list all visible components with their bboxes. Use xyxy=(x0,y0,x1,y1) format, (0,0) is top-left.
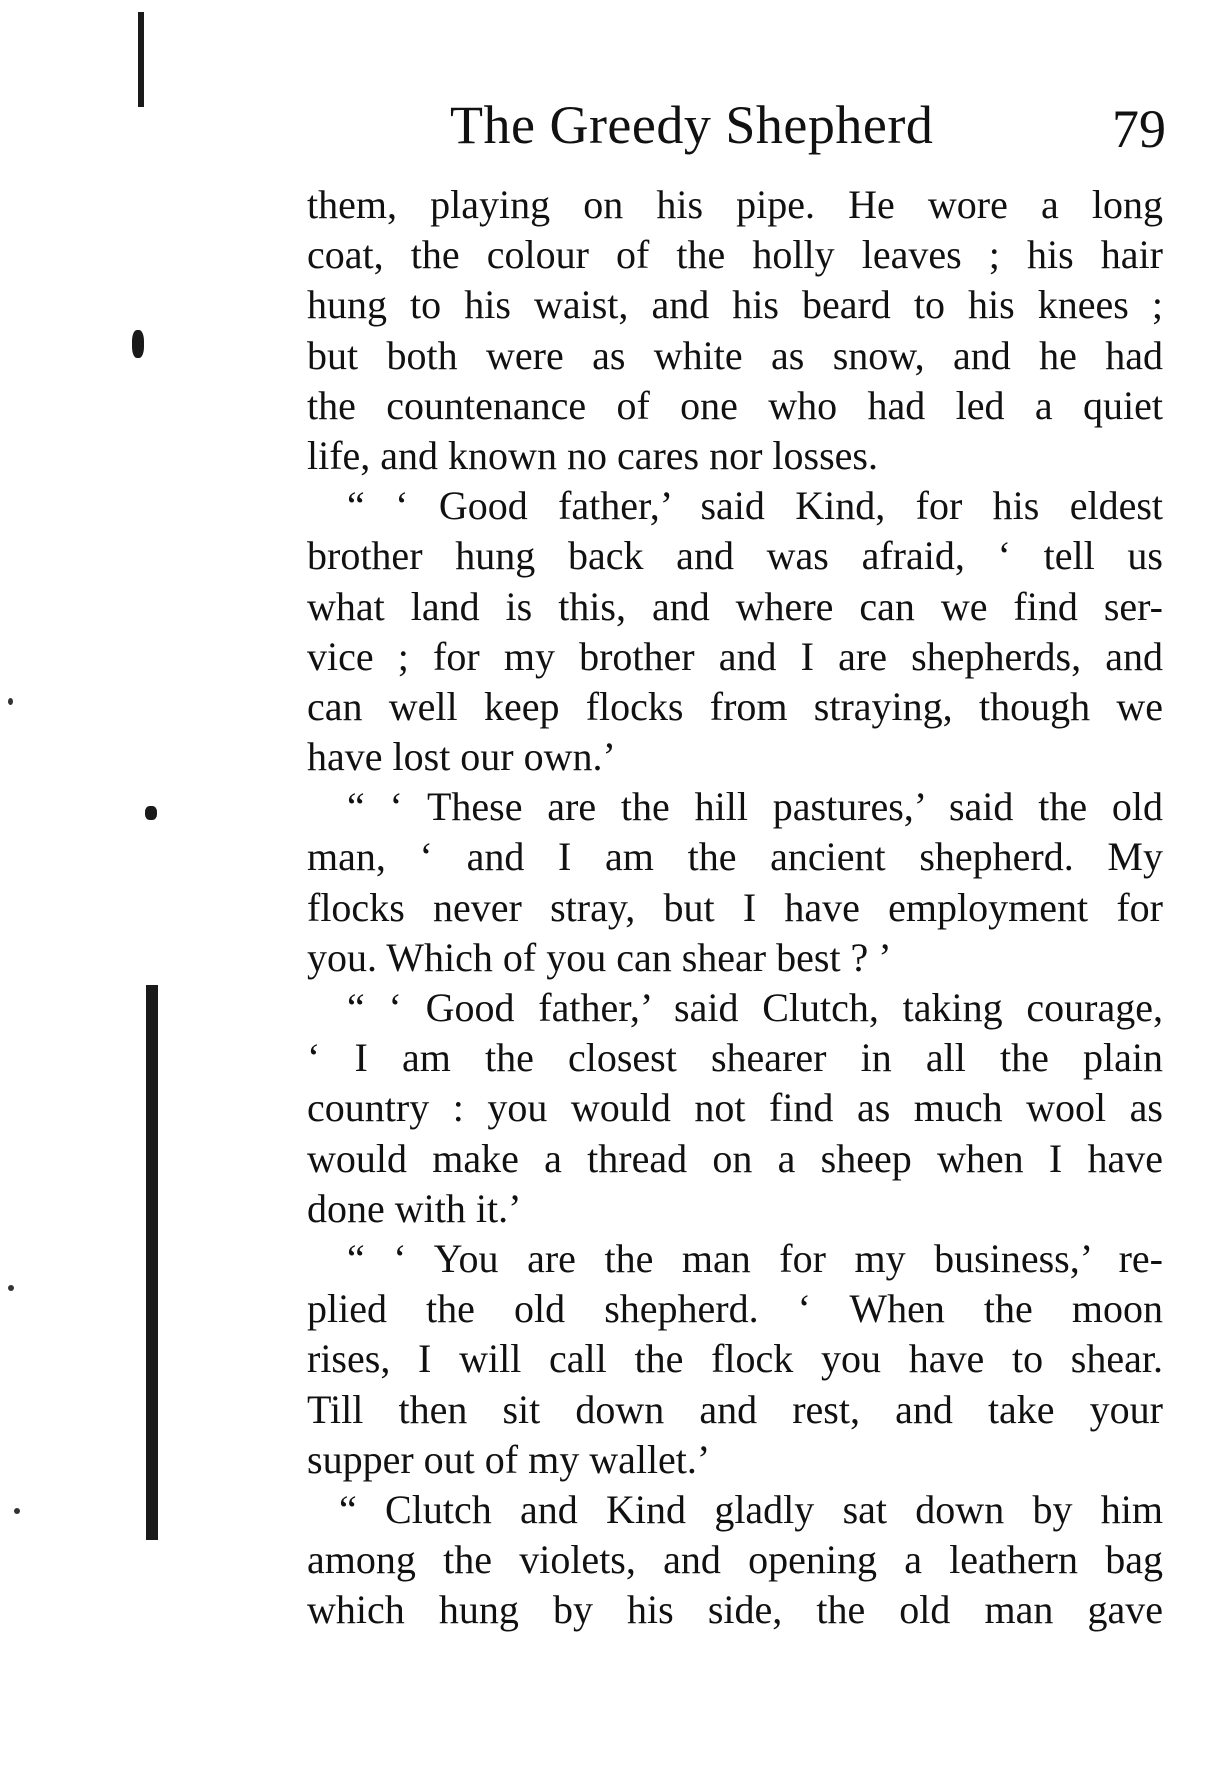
text-line: flocks never stray, but I have employment for xyxy=(307,884,1163,930)
text-line: “ Clutch and Kind gladly sat down by him xyxy=(339,1486,1163,1532)
running-title: The Greedy Shepherd xyxy=(450,95,934,155)
text-line: would make a thread on a sheep when I have xyxy=(307,1135,1163,1181)
text-line: vice ; for my brother and I are shepherds, and xyxy=(307,633,1163,679)
text-line: man, ‘ and I am the ancient shepherd. My xyxy=(307,834,1163,880)
text-line: them, playing on his pipe. He wore a long xyxy=(307,182,1163,227)
scan-bar-left xyxy=(146,985,158,1540)
text-line: have lost our own.’ xyxy=(307,734,616,780)
text-line: among the violets, and opening a leathern bag xyxy=(307,1537,1163,1583)
scan-speck-2 xyxy=(8,1285,14,1291)
text-line: done with it.’ xyxy=(307,1185,522,1231)
page-number: 79 xyxy=(1112,99,1166,159)
text-line: “ ‘ Good father,’ said Clutch, taking courage, xyxy=(347,985,1163,1030)
text-line: life, and known no cares nor losses. xyxy=(307,432,878,478)
text-line: what land is this, and where can we find ser- xyxy=(307,583,1163,629)
text-line: Till then sit down and rest, and take your xyxy=(307,1386,1163,1432)
text-line: country : you would not find as much wool as xyxy=(307,1085,1163,1131)
text-line: “ ‘ These are the hill pastures,’ said the old xyxy=(347,784,1163,830)
text-line: ‘ I am the closest shearer in all the plain xyxy=(307,1035,1163,1081)
text-line: you. Which of you can shear best ? ’ xyxy=(307,934,892,980)
text-line: supper out of my wallet.’ xyxy=(307,1436,711,1482)
text-line: which hung by his side, the old man gave xyxy=(307,1587,1163,1633)
text-line: can well keep flocks from straying, though we xyxy=(307,683,1163,729)
running-head xyxy=(450,90,1170,160)
scan-speck-3 xyxy=(14,1508,20,1514)
text-line: coat, the colour of the holly leaves ; his hair xyxy=(307,232,1163,278)
text-line: rises, I will call the flock you have to shear. xyxy=(307,1336,1163,1382)
text-line: “ ‘ You are the man for my business,’ re- xyxy=(347,1235,1163,1281)
text-line: plied the old shepherd. ‘ When the moon xyxy=(307,1286,1163,1332)
scan-mark-left-blob xyxy=(132,330,144,358)
body-text xyxy=(307,180,1163,1635)
text-line: “ ‘ Good father,’ said Kind, for his eldest xyxy=(347,483,1163,529)
scan-speck-1 xyxy=(8,698,13,705)
text-line: brother hung back and was afraid, ‘ tell us xyxy=(307,533,1163,579)
text-line: hung to his waist, and his beard to his knees ; xyxy=(307,282,1163,328)
scan-mark-top xyxy=(138,12,144,107)
text-line: the countenance of one who had led a quiet xyxy=(307,382,1163,428)
scan-mark-small xyxy=(145,806,157,820)
text-line: but both were as white as snow, and he had xyxy=(307,332,1163,378)
